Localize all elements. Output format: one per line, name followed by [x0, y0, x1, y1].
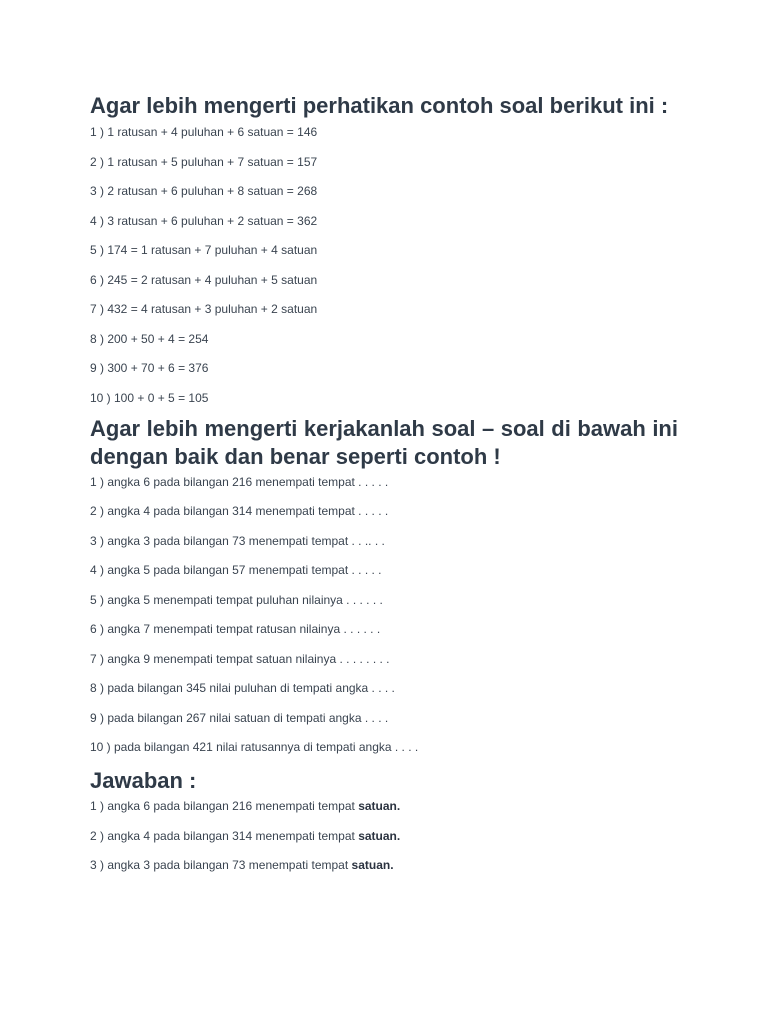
- exercise-item: 3 ) angka 3 pada bilangan 73 menempati tempat . . .. . .: [90, 533, 385, 548]
- exercise-section: [90, 415, 678, 756]
- examples-list: [90, 124, 678, 406]
- answer-value: satuan.: [351, 858, 394, 872]
- exercise-item: 10 ) pada bilangan 421 nilai ratusannya di tempati angka . . . .: [90, 740, 419, 754]
- answer-value: satuan.: [358, 828, 401, 843]
- answer-question: 2 ) angka 4 pada bilangan 314 menempati tempat: [90, 828, 359, 843]
- answer-value: satuan.: [358, 799, 401, 813]
- examples-heading: Agar lebih mengerti perhatikan contoh soal berikut ini :: [90, 93, 669, 118]
- exercise-heading: Agar lebih mengerti kerjakanlah soal – soal di bawah ini dengan baik dan benar seperti contoh !: [90, 415, 678, 469]
- answer-question: 1 ) angka 6 pada bilangan 216 menempati tempat: [90, 799, 359, 813]
- answers-list: [90, 798, 678, 873]
- exercise-item: 6 ) angka 7 menempati tempat ratusan nilainya . . . . . .: [90, 622, 381, 636]
- answer-item: [90, 828, 678, 844]
- examples-section: [90, 92, 678, 406]
- exercise-list: [90, 474, 678, 756]
- exercise-item: 4 ) angka 5 pada bilangan 57 menempati tempat . . . . .: [90, 563, 382, 577]
- answer-item: [90, 857, 678, 873]
- example-item: 4 ) 3 ratusan + 6 puluhan + 2 satuan = 362: [90, 213, 318, 228]
- answer-item: [90, 798, 678, 814]
- exercise-item: 8 ) pada bilangan 345 nilai puluhan di tempati angka . . . .: [90, 681, 395, 695]
- exercise-item: 2 ) angka 4 pada bilangan 314 menempati tempat . . . . .: [90, 504, 389, 518]
- answer-question: 3 ) angka 3 pada bilangan 73 menempati tempat: [90, 858, 352, 872]
- example-item: 3 ) 2 ratusan + 6 puluhan + 8 satuan = 268: [90, 184, 318, 198]
- document-content: [90, 92, 678, 873]
- example-item: 8 ) 200 + 50 + 4 = 254: [90, 331, 209, 346]
- example-item: 1 ) 1 ratusan + 4 puluhan + 6 satuan = 146: [90, 125, 318, 139]
- answers-heading: Jawaban :: [90, 768, 197, 793]
- example-item: 5 ) 174 = 1 ratusan + 7 puluhan + 4 satuan: [90, 243, 318, 257]
- exercise-item: 7 ) angka 9 menempati tempat satuan nilainya . . . . . . . .: [90, 651, 390, 666]
- example-item: 2 ) 1 ratusan + 5 puluhan + 7 satuan = 157: [90, 154, 318, 169]
- example-item: 6 ) 245 = 2 ratusan + 4 puluhan + 5 satuan: [90, 272, 318, 287]
- exercise-item: 5 ) angka 5 menempati tempat puluhan nilainya . . . . . .: [90, 592, 383, 607]
- example-item: 9 ) 300 + 70 + 6 = 376: [90, 361, 209, 375]
- example-item: 10 ) 100 + 0 + 5 = 105: [90, 390, 209, 405]
- example-item: 7 ) 432 = 4 ratusan + 3 puluhan + 2 satuan: [90, 302, 318, 316]
- exercise-item: 1 ) angka 6 pada bilangan 216 menempati tempat . . . . .: [90, 474, 389, 489]
- answers-section: [90, 767, 678, 873]
- exercise-item: 9 ) pada bilangan 267 nilai satuan di tempati angka . . . .: [90, 710, 389, 725]
